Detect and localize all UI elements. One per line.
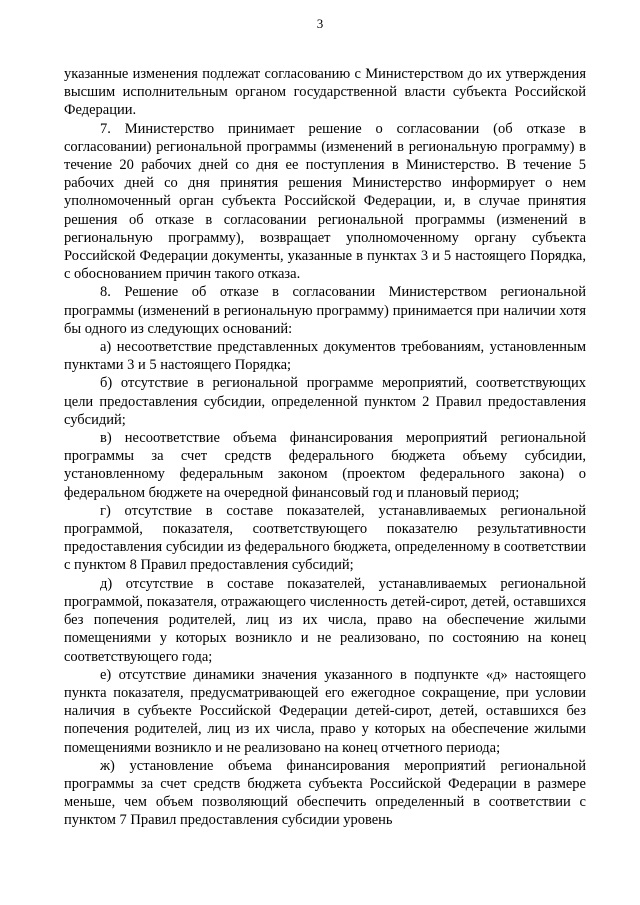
document-body xyxy=(64,65,586,830)
subitem-d: д) отсутствие в составе показателей, устанавливаемых региональной программой, показателя, отражающего численность детей-сирот, детей, оставшихся без попечения родителей, лиц из их числа, право на обеспечение жилыми помещениями у которых возникло и не реализовано, по состоянию на конец соответствующего года; xyxy=(64,575,586,665)
subitem-e: е) отсутствие динамики значения указанного в подпункте «д» настоящего пункта показателя, предусматривающей его ежегодное сокращение, при условии наличия в субъекте Российской Федерации детей-сирот, детей, оставшихся без попечения родителей, лиц из их числа, право у которых на обеспечение жилыми помещениями возникло и не реализовано на конец отчетного периода; xyxy=(64,666,586,756)
subitem-b: б) отсутствие в региональной программе мероприятий, соответствующих цели предоставления субсидии, определенной пунктом 2 Правил предоставления субсидий; xyxy=(64,375,586,428)
paragraph-item-7: 7. Министерство принимает решение о согласовании (об отказе в согласовании) региональной программы (изменений в региональную программу) в течение 20 рабочих дней со дня ее поступления в Министерство. В течение 5 рабочих дней со дня принятия решения Министерство информирует о нем уполномоченный орган субъекта Российской Федерации, и, в случае принятия решения об отказе в согласовании региональной программы (изменений в региональную программу), возвращает уполномоченному органу субъекта Российской Федерации документы, указанные в пунктах 3 и 5 настоящего Порядка, с обоснованием причин такого отказа. xyxy=(64,120,586,283)
subitem-zh: ж) установление объема финансирования мероприятий региональной программы за счет средств бюджета субъекта Российской Федерации в размере меньше, чем объем позволяющий обеспечить определенный в соответствии с пунктом 7 Правил предоставления субсидии уровень xyxy=(64,757,586,829)
subitem-g: г) отсутствие в составе показателей, устанавливаемых региональной программой, показателя, соответствующего показателю результативности предоставления субсидии из федерального бюджета, определенному в соответствии с пунктом 8 Правил предоставления субсидий; xyxy=(64,502,586,574)
subitem-a: а) несоответствие представленных документов требованиям, установленным пунктами 3 и 5 настоящего Порядка; xyxy=(64,339,586,374)
paragraph-continuation: указанные изменения подлежат согласованию с Министерством до их утверждения высшим исполнительным органом государственной власти субъекта Российской Федерации. xyxy=(64,66,586,119)
subitem-v: в) несоответствие объема финансирования мероприятий региональной программы за счет средств федерального бюджета объему субсидии, установленному федеральным законом (проектом федерального закона) о федеральном бюджете на очередной финансовый год и плановый период; xyxy=(64,430,586,501)
paragraph-item-8: 8. Решение об отказе в согласовании Министерством региональной программы (изменений в региональную программу) принимается при наличии хотя бы одного из следующих оснований: xyxy=(64,284,586,337)
page-number: 3 xyxy=(316,16,324,31)
